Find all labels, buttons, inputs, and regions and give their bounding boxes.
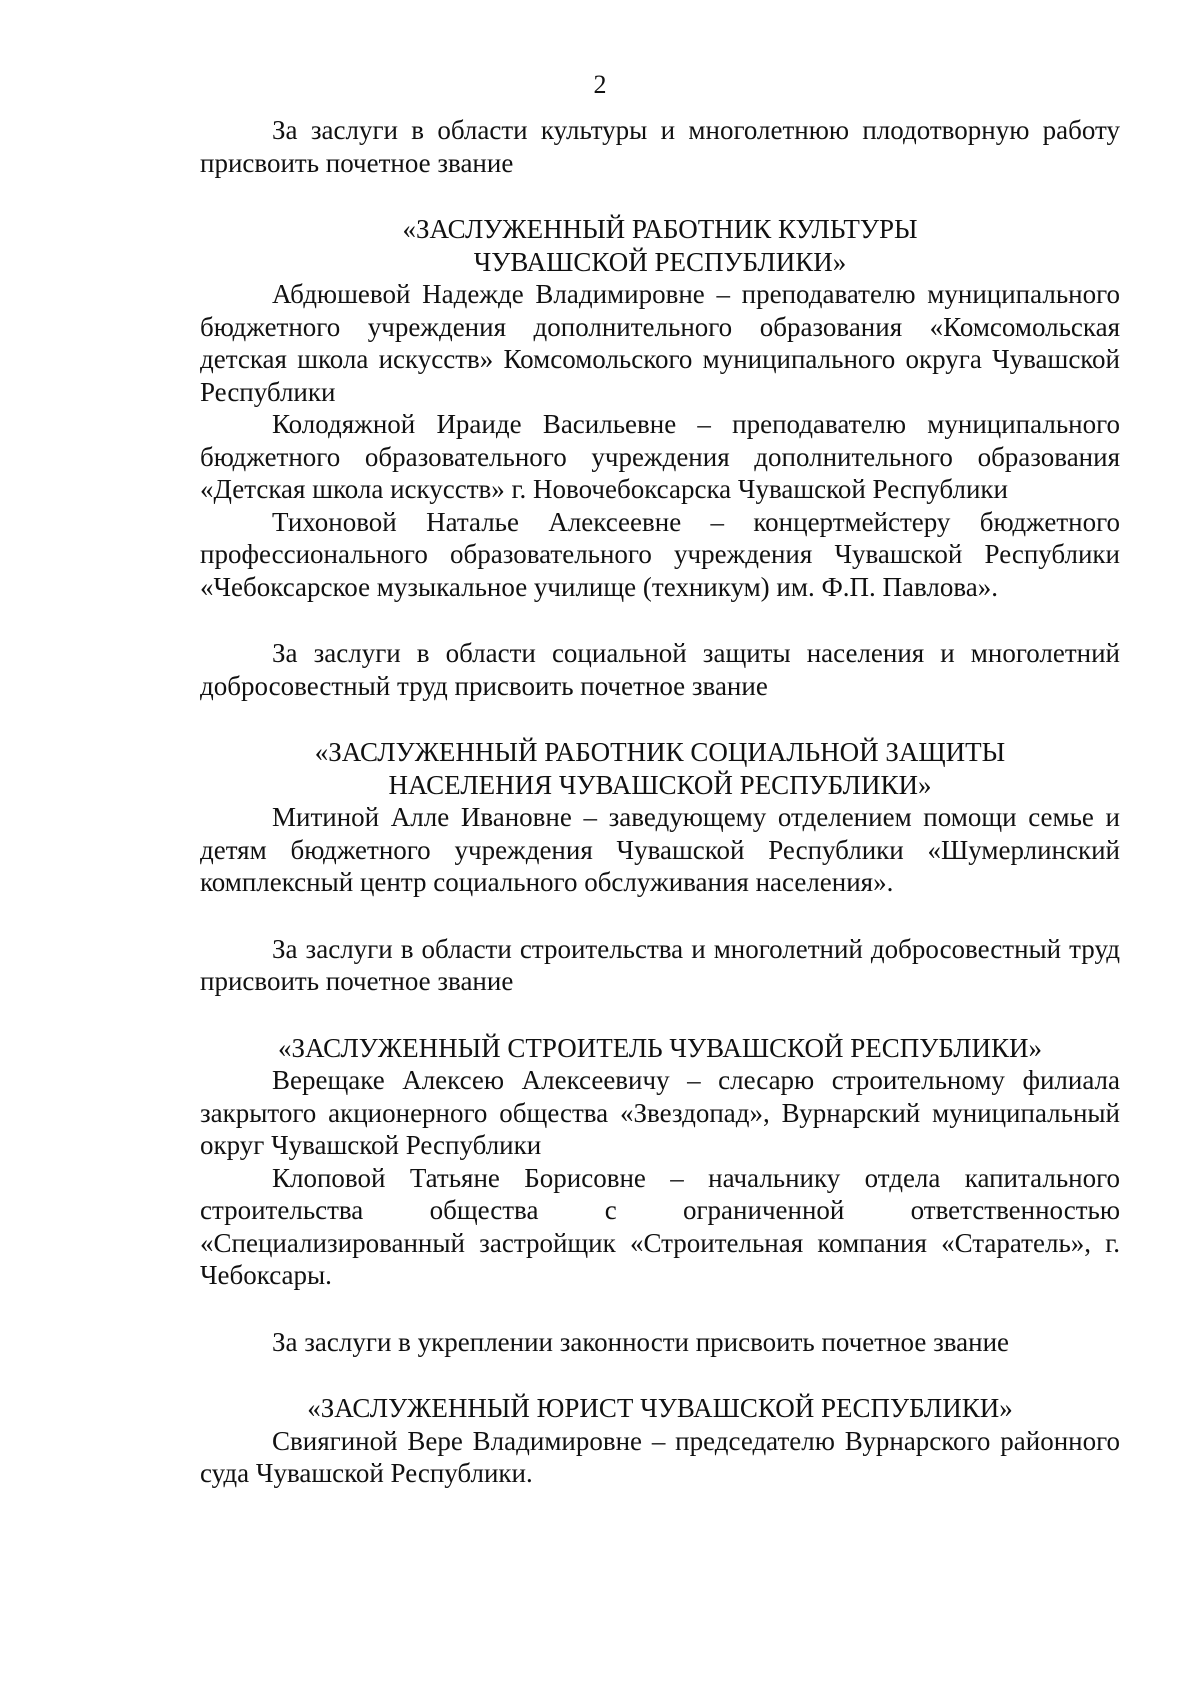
- award-section-lawyer: [200, 1326, 1120, 1490]
- award-title-line: «ЗАСЛУЖЕННЫЙ СТРОИТЕЛЬ ЧУВАШСКОЙ РЕСПУБЛИКИ»: [277, 1032, 1043, 1063]
- recipient-entry: Свиягиной Вере Владимировне – председателю Вурнарского районного суда Чувашской Республики.: [200, 1425, 1120, 1488]
- recipient-entry: Абдюшевой Надежде Владимировне – преподавателю муниципального бюджетного учреждения дополнительного образования «Комсомольская детская школа искусств» Комсомольского муниципального округа Чувашской Республики: [200, 279, 1120, 407]
- award-title: [200, 213, 1120, 278]
- award-title: [200, 736, 1120, 801]
- award-section-construction: [200, 933, 1120, 1292]
- award-section-social-protection: [200, 637, 1120, 899]
- award-section-culture: [200, 114, 1120, 603]
- award-preamble: За заслуги в укреплении законности присвоить почетное звание: [272, 1326, 1010, 1357]
- recipient-entry: Колодяжной Ираиде Васильевне – преподавателю муниципального бюджетного образовательного учреждения дополнительного образования «Детская школа искусств» г. Новочебоксарска Чувашской Республики: [200, 409, 1120, 504]
- award-title: [200, 1392, 1120, 1425]
- award-preamble: За заслуги в области строительства и многолетний добросовестный труд присвоить почетное звание: [200, 933, 1120, 996]
- document-body: [200, 114, 1120, 1490]
- award-title-line: «ЗАСЛУЖЕННЫЙ РАБОТНИК КУЛЬТУРЫ: [402, 214, 918, 244]
- recipient-entry: Клоповой Татьяне Борисовне – начальнику отдела капитального строительства общества с ограниченной ответственностью «Специализированный застройщик «Строительная компания «Старатель», г. Чебоксары.: [200, 1162, 1120, 1290]
- award-title-line: ЧУВАШСКОЙ РЕСПУБЛИКИ»: [473, 246, 847, 277]
- award-title-line: «ЗАСЛУЖЕННЫЙ РАБОТНИК СОЦИАЛЬНОЙ ЗАЩИТЫ: [314, 737, 1006, 767]
- recipient-entry: Верещаке Алексею Алексеевичу – слесарю строительному филиала закрытого акционерного общества «Звездопад», Вурнарский муниципальный округ Чувашской Республики: [200, 1065, 1120, 1160]
- award-title-line: НАСЕЛЕНИЯ ЧУВАШСКОЙ РЕСПУБЛИКИ»: [388, 769, 932, 800]
- award-preamble: За заслуги в области культуры и многолетнюю плодотворную работу присвоить почетное звание: [200, 115, 1120, 178]
- award-preamble: За заслуги в области социальной защиты населения и многолетний добросовестный труд присвоить почетное звание: [200, 638, 1120, 701]
- page-number: 2: [593, 70, 607, 99]
- recipient-entry: Тихоновой Наталье Алексеевне – концертмейстеру бюджетного профессионального образовательного учреждения Чувашской Республики «Чебоксарское музыкальное училище (техникум) им. Ф.П. Павлова».: [200, 506, 1120, 602]
- award-title-line: «ЗАСЛУЖЕННЫЙ ЮРИСТ ЧУВАШСКОЙ РЕСПУБЛИКИ»: [307, 1393, 1013, 1423]
- award-title: [200, 1032, 1120, 1065]
- recipient-entry: Митиной Алле Ивановне – заведующему отделением помощи семье и детям бюджетного учреждения Чувашской Республики «Шумерлинский комплексный центр социального обслуживания населения».: [200, 802, 1120, 897]
